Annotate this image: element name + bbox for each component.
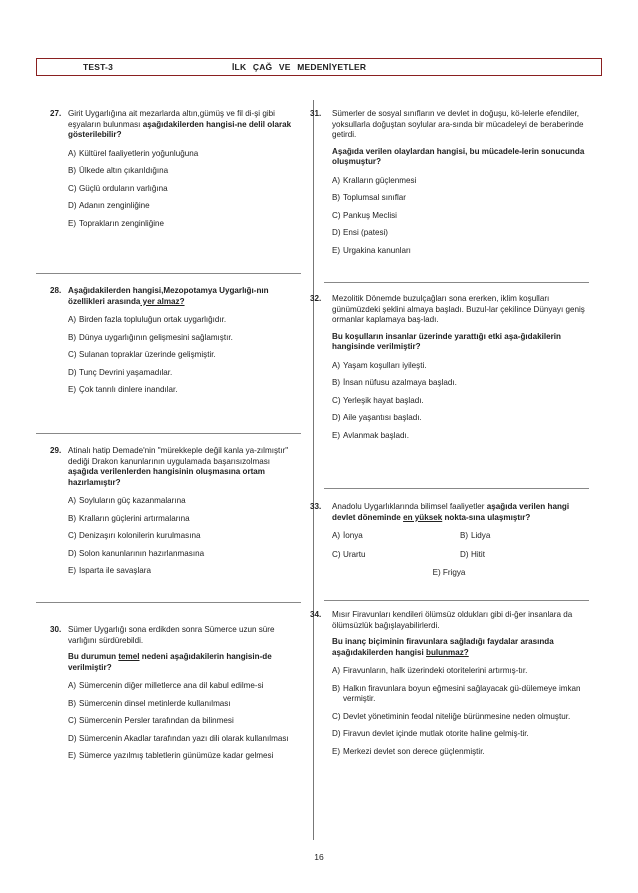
option-text: Sümercenin Persler tarafından da bilinmesi [79,716,234,725]
option-d[interactable] [332,729,588,740]
question-number: 28. [50,286,62,295]
stem-bold: aşağıda verilen hangi devlet döneminde [332,502,570,522]
option-text: Sümercenin dinsel metinlerde kullanılması [79,698,231,708]
option-d[interactable] [68,201,302,212]
option-c[interactable] [68,716,302,727]
option-letter: E) [68,566,77,575]
option-letter: B) [68,698,77,708]
option-text: Tunç Devrini yaşamadılar. [79,367,173,377]
stem-bold: Bu durumun [68,652,119,661]
question-stem [68,446,302,488]
option-text: Sümercenin diğer milletlerce ana dil kabul edilme-si [79,681,264,690]
option-letter: C) [332,395,341,405]
option-text: İonya [343,531,363,540]
question-number: 34. [310,610,322,619]
option-text: Kralların güçlenmesi [343,175,417,185]
option-letter: A) [332,360,341,370]
options-list [332,666,588,757]
option-text: Frigya [442,568,466,577]
option-text: Isparta ile savaşlara [79,566,151,575]
stem-text: Sümer Uygarlığı sona erdikden sonra Sümerce uzun süre varlığını sürdürebildi. [68,625,275,645]
option-text: Denizaşırı kolonilerin kurulmasına [79,531,201,540]
option-c[interactable] [68,531,302,542]
option-letter: B) [332,193,341,202]
option-a[interactable] [332,361,588,372]
option-letter: D) [332,228,341,237]
option-letter: B) [68,332,77,342]
option-text: Birden fazla topluluğun ortak uygarlığıdır. [79,315,227,324]
option-letter: E) [432,568,441,577]
question-31 [310,109,588,263]
option-a[interactable] [332,176,588,187]
question-stem [332,109,588,168]
option-text: Devlet yönetiminin feodal niteliğe bürünmesine neden olmuştur. [343,711,571,721]
option-letter: E) [68,218,77,228]
option-b[interactable] [332,378,588,389]
option-d[interactable] [68,734,302,745]
test-label: TEST-3 [83,62,114,72]
stem-bold: nedeni aşağıdakilerin hangisin-de verilmiştir? [68,652,272,672]
option-letter: E) [68,751,77,760]
stem-underline: temel [118,652,140,661]
question-number: 29. [50,446,62,455]
options-grid [332,531,588,560]
separator [324,282,589,283]
option-a[interactable] [68,496,302,507]
question-number: 31. [310,109,322,118]
stem-text: Girit Uygarlığına ait mezarlarda altın,gümüş ve fil di-şi gibi eşyaların bulunması [68,109,275,129]
option-e[interactable] [310,568,588,579]
options-list [68,496,302,577]
question-30 [50,625,302,769]
option-letter: B) [68,166,77,175]
option-e[interactable] [332,747,588,758]
option-e[interactable] [68,219,302,230]
test-title: İLK ÇAĞ VE MEDENİYETLER [232,62,367,72]
option-letter: C) [68,531,77,540]
option-b[interactable] [68,699,302,710]
question-number: 27. [50,109,62,118]
option-d[interactable] [68,368,302,379]
option-letter: B) [332,683,341,693]
option-text: Dünya uygarlığının gelişmesini sağlamıştır. [79,332,233,342]
stem-text: Atinalı hatip Demade'nin "mürekkeple değil kanla ya-zılmıştır" dediği Drakon kanunlarının uygulamada başarısızolması [68,446,289,466]
option-letter: E) [68,385,77,394]
question-28 [50,286,302,403]
option-b[interactable] [68,514,302,525]
separator [324,488,589,489]
stem-bold: aşağıdakilerden hangisi-ne delil olarak gösterilebilir? [68,119,292,139]
option-text: İnsan nüfusu azalmaya başladı. [343,378,457,387]
option-e[interactable] [68,385,302,396]
option-c[interactable] [68,350,302,361]
option-letter: A) [332,531,341,540]
options-list [332,176,588,257]
separator [36,602,301,603]
option-text: Soyluların güç kazanmalarına [79,496,186,505]
question-32 [310,294,588,448]
option-text: Merkezi devlet son derece güçlenmiştir. [343,746,485,756]
options-list [68,149,302,230]
option-text: Aile yaşantısı başladı. [343,413,422,422]
option-text: Firavun devlet içinde mutlak otorite haline gelmiş-tir. [343,729,529,738]
option-b[interactable] [332,684,588,705]
option-b[interactable] [332,193,588,204]
option-letter: E) [332,430,341,440]
test-header [36,58,602,76]
option-letter: C) [68,716,77,725]
option-text: Toprakların zenginliğine [79,218,165,228]
option-text: Çok tanrılı dinlere inandılar. [79,385,178,394]
option-b[interactable] [68,166,302,177]
option-e[interactable] [68,751,302,762]
option-text: Halkın firavunlara boyun eğmesini sağlayacak gü-dülemeye imkan vermiştir. [343,683,581,703]
option-text: Hitit [471,549,485,559]
stem-text: Sümerler de sosyal sınıfların ve devlet in doğuşu, kö-lelerle efendiler, yoksullarla doğuştan soylular ara-sında bir mücadeleyi de beraberinde getirdi. [332,109,584,139]
question-stem [68,286,302,307]
option-a[interactable] [68,149,302,160]
separator [36,433,301,434]
option-letter: B) [460,531,469,540]
options-list [68,315,302,396]
option-e[interactable] [332,246,588,257]
option-c[interactable] [332,396,588,407]
stem-underline: yer almaz? [140,296,185,306]
option-letter: D) [460,549,469,559]
option-b[interactable] [68,333,302,344]
separator [324,600,589,601]
question-29 [50,446,302,584]
option-letter: A) [68,148,77,158]
question-stem [332,610,588,658]
stem-text: Anadolu Uygarlıklarında bilimsel faaliyetler [332,502,487,511]
option-letter: D) [68,367,77,377]
option-letter: C) [332,210,341,220]
option-letter: C) [332,711,341,721]
option-text: Toplumsal sınıflar [343,193,406,202]
option-text: Solon kanunlarının hazırlanmasına [79,548,205,558]
option-text: Urgakina kanunları [343,245,411,255]
option-c[interactable] [68,184,302,195]
option-text: Kültürel faaliyetlerin yoğunluğuna [79,148,199,158]
stem-underline: en yüksek [403,512,443,522]
option-a[interactable] [68,681,302,692]
option-letter: A) [68,681,77,690]
stem-bold: Aşağıda verilen olaylardan hangisi, bu mücadele-lerin sonucunda oluşmuştur? [332,146,585,166]
option-letter: D) [68,201,77,210]
option-a[interactable] [332,666,588,677]
option-letter: C) [332,549,341,559]
options-list [68,681,302,762]
option-text: Kralların güçlerini artırmalarına [79,513,190,523]
question-number: 32. [310,294,322,303]
option-text: Avlanmak başladı. [343,430,409,440]
option-letter: C) [68,350,77,359]
option-e[interactable] [332,431,588,442]
option-letter: A) [332,666,341,675]
stem-underline: bulunmaz? [426,647,469,657]
stem-text: Mezolitik Dönemde buzulçağları sona ererken, iklim koşulları günümüzdeki şeklini almaya başladı. Buzul-lar çekilince Dünyayı geniş ormanlar kaplamaya baş-ladı. [332,294,585,324]
option-d[interactable] [332,413,588,424]
question-number: 33. [310,502,322,511]
question-number: 30. [50,625,62,634]
option-text: Urartu [343,549,366,559]
option-text: Firavunların, halk üzerindeki otoritelerini artırmış-tır. [343,666,528,675]
question-stem [68,625,302,673]
option-letter: D) [68,733,77,743]
option-text: Sulanan topraklar üzerinde gelişmiştir. [79,350,216,359]
option-text: Pankuş Meclisi [343,210,397,220]
option-letter: C) [68,183,77,193]
options-list [332,361,588,442]
option-text: Ülkede altın çıkarıldığına [79,166,169,175]
option-text: Adanın zenginliğine [79,201,150,210]
stem-bold: aşağıda verilenlerden hangisinin oluşmasına ortam hazırlamıştır? [68,467,266,487]
option-c[interactable] [332,550,460,561]
option-letter: B) [332,378,341,387]
option-text: Sümerce yazılmış tabletlerin günümüze kadar gelmesi [79,751,274,760]
option-letter: A) [332,175,341,185]
option-c[interactable] [332,211,588,222]
stem-bold: nokta-sına ulaşmıştır? [442,512,531,522]
page-number: 16 [314,852,324,862]
option-text: Güçlü orduların varlığına [79,183,168,193]
stem-bold: Bu koşulların insanlar üzerinde yarattığı etki aşa-ğıdakilerin hangisinde verilmiştir? [332,331,561,351]
option-a[interactable] [68,315,302,326]
option-a[interactable] [332,531,460,542]
option-text: Lidya [471,531,491,540]
option-d[interactable] [68,549,302,560]
option-letter: D) [332,729,341,738]
question-stem [68,109,302,141]
option-e[interactable] [68,566,302,577]
option-text: Yaşam koşulları iyileşti. [343,360,427,370]
option-text: Yerleşik hayat başladı. [343,395,424,405]
question-33 [310,502,588,579]
option-letter: D) [68,548,77,558]
option-letter: D) [332,413,341,422]
option-letter: A) [68,315,77,324]
option-letter: A) [68,496,77,505]
option-text: Sümercenin Akadlar tarafından yazı dili olarak kullanılması [79,733,289,743]
option-letter: E) [332,245,341,255]
option-letter: E) [332,746,341,756]
question-stem [332,294,588,353]
question-stem [332,502,588,523]
option-d[interactable] [460,550,588,561]
question-34 [310,610,588,764]
stem-bold: Aşağıdakilerden hangisi,Mezopotamya Uygarlığı-nın özellikleri arasında [68,286,269,306]
stem-text: Mısır Firavunları kendileri ölümsüz oldukları gibi di-ğer insanlara da ölümsüzlük bağışlayabilirlerdi. [332,610,573,630]
option-letter: B) [68,513,77,523]
option-d[interactable] [332,228,588,239]
stem-bold: Bu inanç biçiminin firavunlara sağladığı faydalar arasında aşağıdakilerden hangisi [332,637,554,657]
separator [36,273,301,274]
option-c[interactable] [332,712,588,723]
option-text: Ensi (patesi) [343,228,388,237]
question-27 [50,109,302,236]
option-b[interactable] [460,531,588,542]
